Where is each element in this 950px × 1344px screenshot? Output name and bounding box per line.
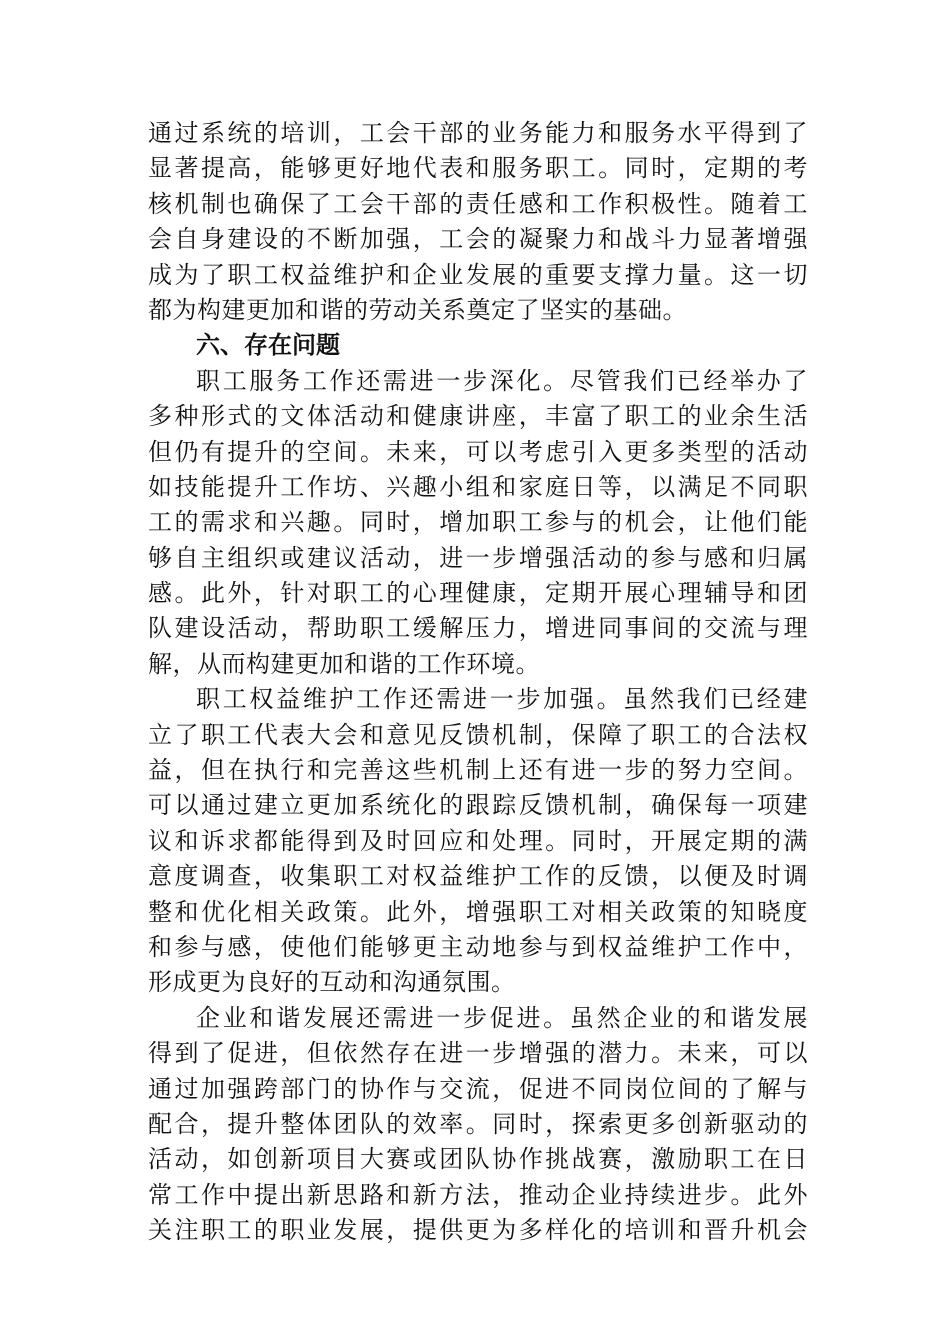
document-body <box>148 116 808 1249</box>
text-line: 议和诉求都能得到及时回应和处理。同时，开展定期的满 <box>148 826 808 855</box>
text-line: 职工服务工作还需进一步深化。尽管我们已经举办了 <box>196 366 808 395</box>
text-line: 成为了职工权益维护和企业发展的重要支撑力量。这一切 <box>148 260 808 289</box>
text-line: 和参与感，使他们能够更主动地参与到权益维护工作中， <box>148 932 808 961</box>
text-line: 但仍有提升的空间。未来，可以考虑引入更多类型的活动 <box>148 437 808 466</box>
text-line: 形成更为良好的互动和沟通氛围。 <box>148 968 516 997</box>
text-line: 立了职工代表大会和意见反馈机制，保障了职工的合法权 <box>148 720 808 749</box>
text-line: 都为构建更加和谐的劳动关系奠定了坚实的基础。 <box>148 295 687 324</box>
text-line: 意度调查，收集职工对权益维护工作的反馈，以便及时调 <box>148 862 808 891</box>
paragraph-enterprise-harmony <box>148 1001 808 1249</box>
text-line: 得到了促进，但依然存在进一步增强的潜力。未来，可以 <box>148 1039 808 1068</box>
text-line: 解，从而构建更加和谐的工作环境。 <box>148 649 540 678</box>
text-line: 关注职工的职业发展，提供更为多样化的培训和晋升机会 <box>148 1216 808 1245</box>
text-line: 职工权益维护工作还需进一步加强。虽然我们已经建 <box>196 685 808 714</box>
text-line: 队建设活动，帮助职工缓解压力，增进同事间的交流与理 <box>148 614 808 643</box>
text-line: 核机制也确保了工会干部的责任感和工作积极性。随着工 <box>148 189 808 218</box>
paragraph-employee-rights <box>148 682 808 1001</box>
paragraph-continuation <box>148 116 808 328</box>
text-line: 益，但在执行和完善这些机制上还有进一步的努力空间。 <box>148 756 808 785</box>
text-line: 可以通过建立更加系统化的跟踪反馈机制，确保每一项建 <box>148 791 808 820</box>
section-heading: 六、存在问题 <box>196 331 340 360</box>
text-line: 够自主组织或建议活动，进一步增强活动的参与感和归属 <box>148 543 808 572</box>
text-line: 通过系统的培训，工会干部的业务能力和服务水平得到了 <box>148 119 808 147</box>
text-line: 通过加强跨部门的协作与交流，促进不同岗位间的了解与 <box>148 1074 808 1103</box>
text-line: 显著提高，能够更好地代表和服务职工。同时，定期的考 <box>148 154 808 183</box>
text-line: 企业和谐发展还需进一步促进。虽然企业的和谐发展 <box>196 1003 808 1032</box>
text-line: 常工作中提出新思路和新方法，推动企业持续进步。此外 <box>148 1180 808 1209</box>
text-line: 工的需求和兴趣。同时，增加职工参与的机会，让他们能 <box>148 508 808 537</box>
text-line: 感。此外，针对职工的心理健康，定期开展心理辅导和团 <box>148 579 808 608</box>
text-line: 多种形式的文体活动和健康讲座，丰富了职工的业余生活 <box>148 402 808 431</box>
text-line: 会自身建设的不断加强，工会的凝聚力和战斗力显著增强 <box>148 225 808 254</box>
text-line: 配合，提升整体团队的效率。同时，探索更多创新驱动的 <box>148 1109 808 1138</box>
paragraph-employee-service <box>148 364 808 683</box>
text-line: 如技能提升工作坊、兴趣小组和家庭日等，以满足不同职 <box>148 472 808 501</box>
text-line: 活动，如创新项目大赛或团队协作挑战赛，激励职工在日 <box>148 1145 808 1174</box>
text-line: 整和优化相关政策。此外，增强职工对相关政策的知晓度 <box>148 897 808 926</box>
